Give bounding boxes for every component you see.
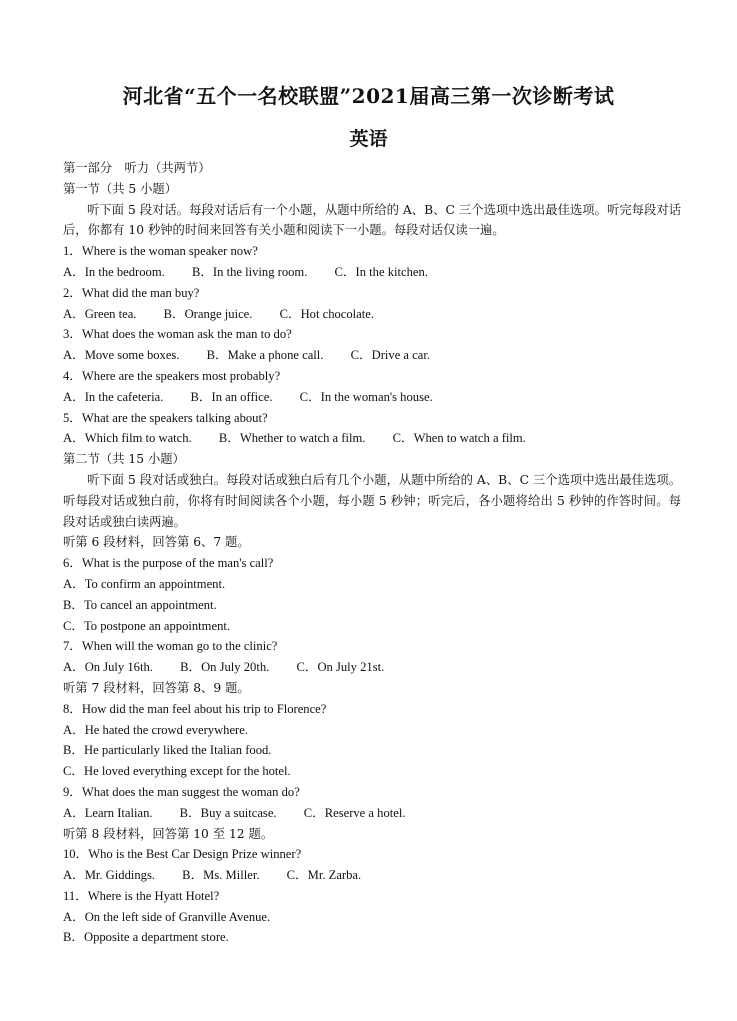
option-a: A．Mr. Giddings. <box>63 868 156 883</box>
answer-options <box>63 428 681 449</box>
option-c: C．In the kitchen. <box>334 264 428 279</box>
option-a: A．To confirm an appointment. <box>63 576 226 591</box>
material-note: 听第 6 段材料，回答第 6、7 题。 <box>63 535 250 550</box>
option-c: C．On July 21st. <box>296 660 385 675</box>
exam-content <box>63 158 681 948</box>
material-note: 听第 8 段材料，回答第 10 至 12 题。 <box>63 826 274 841</box>
option-a: A．Which film to watch. <box>63 431 192 446</box>
option-b: B．On July 20th. <box>180 660 270 675</box>
option-b: B．To cancel an appointment. <box>63 597 217 612</box>
question-stem: 11．Where is the Hyatt Hotel? <box>63 888 220 903</box>
question-stem: 9．What does the man suggest the woman do? <box>63 784 300 799</box>
exam-title: 河北省“五个一名校联盟”2021届高三第一次诊断考试 <box>122 84 615 108</box>
option-c: C．When to watch a film. <box>392 431 526 446</box>
option-b: B．In the living room. <box>191 264 308 279</box>
option-c: C．Drive a car. <box>350 348 430 363</box>
option-a: A．On July 16th. <box>63 660 153 675</box>
option-a: A．Green tea. <box>63 306 137 321</box>
question-stem: 8．How did the man feel about his trip to Florence? <box>63 701 327 716</box>
option-a: A．He hated the crowd everywhere. <box>63 722 248 737</box>
answer-options <box>63 304 681 325</box>
option-c: C．Hot chocolate. <box>279 306 375 321</box>
section-instructions: 听下面 5 段对话或独白。每段对话或独白后有几个小题，从题中所给的 A、B、C 三个选项中选出最佳选项。听每段对话或独白前，你将有时间阅读各个小题，每小题 5 秒钟；听完后，各小题将给出 5 秒钟的作答时间。每段对话或独白读两遍。 <box>63 472 681 529</box>
option-c: C．Reserve a hotel. <box>303 805 406 820</box>
section-instructions: 听下面 5 段对话。每段对话后有一个小题，从题中所给的 A、B、C 三个选项中选出最佳选项。听完每段对话后，你都有 10 秒钟的时间来回答有关小题和阅读下一小题。每段对话仅读一遍。 <box>63 202 681 238</box>
question-stem: 2．What did the man buy? <box>63 285 200 300</box>
option-a: A．In the bedroom. <box>63 264 165 279</box>
option-a: A．On the left side of Granville Avenue. <box>63 909 271 924</box>
question-stem: 1．Where is the woman speaker now? <box>63 244 258 259</box>
question-stem: 4．Where are the speakers most probably? <box>63 368 281 383</box>
option-b: B．Whether to watch a film. <box>218 431 366 446</box>
option-b: B．Opposite a department store. <box>63 930 229 945</box>
option-a: A．In the cafeteria. <box>63 389 164 404</box>
question-stem: 7．When will the woman go to the clinic? <box>63 639 278 654</box>
option-c: C．He loved everything except for the hotel. <box>63 764 291 779</box>
answer-options <box>63 387 681 408</box>
answer-options <box>63 262 681 283</box>
section-heading: 第一节（共 5 小题） <box>63 181 178 196</box>
answer-options <box>63 803 681 824</box>
option-b: B．Orange juice. <box>163 306 253 321</box>
answer-options <box>63 345 681 366</box>
material-note: 听第 7 段材料，回答第 8、9 题。 <box>63 680 250 695</box>
option-c: C．In the woman's house. <box>299 389 433 404</box>
answer-options <box>63 657 681 678</box>
option-b: B．In an office. <box>190 389 273 404</box>
option-b: B．He particularly liked the Italian food. <box>63 743 272 758</box>
question-stem: 3．What does the woman ask the man to do? <box>63 327 292 342</box>
part-heading: 第一部分 听力（共两节） <box>63 161 211 175</box>
option-b: B．Ms. Miller. <box>182 868 260 883</box>
subject-heading: 英语 <box>349 128 388 150</box>
option-a: A．Learn Italian. <box>63 805 153 820</box>
option-c: C．Mr. Zarba. <box>286 868 362 883</box>
question-stem: 5．What are the speakers talking about? <box>63 410 268 425</box>
question-stem: 10．Who is the Best Car Design Prize winner? <box>63 847 302 862</box>
question-stem: 6．What is the purpose of the man's call? <box>63 556 274 571</box>
section-heading: 第二节（共 15 小题） <box>63 452 185 467</box>
option-a: A．Move some boxes. <box>63 348 180 363</box>
option-b: B．Make a phone call. <box>206 348 324 363</box>
answer-options <box>63 865 681 886</box>
option-c: C．To postpone an appointment. <box>63 618 231 633</box>
option-b: B．Buy a suitcase. <box>179 805 277 820</box>
